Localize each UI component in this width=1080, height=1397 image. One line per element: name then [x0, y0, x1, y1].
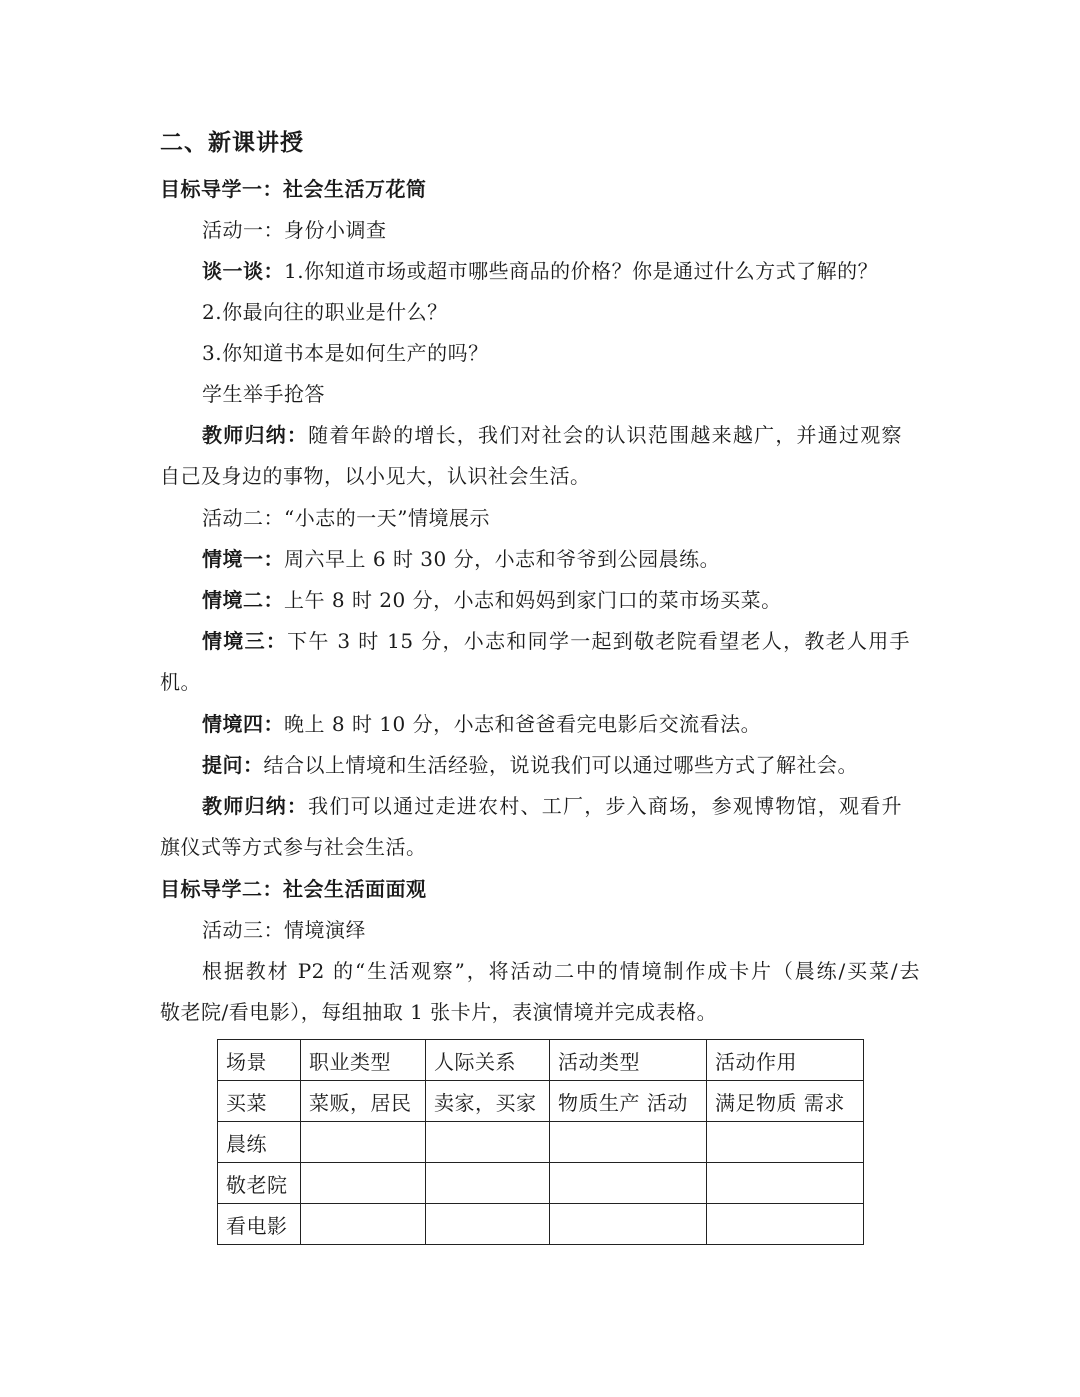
instruction-line2: 敬老院/看电影），每组抽取 1 张卡片，表演情境并完成表格。 [160, 1000, 718, 1024]
table-cell [550, 1122, 707, 1163]
summary-one-text: 随着年龄的增长，我们对社会的认识范围越来越广，并通过观察 [308, 423, 902, 447]
scenario-three [202, 628, 910, 654]
table-cell [301, 1163, 426, 1204]
scenario-label: 情境一： [202, 547, 284, 571]
talk-label: 谈一谈： [202, 259, 284, 283]
table-row [218, 1081, 864, 1122]
scenario-two [202, 587, 782, 613]
scenario-label: 情境二： [202, 588, 284, 612]
scenario-three-cont: 机。 [160, 670, 201, 694]
talk-paragraph [202, 258, 878, 284]
summary-two-line1 [202, 793, 902, 819]
table-row [218, 1163, 864, 1204]
table-cell [550, 1204, 707, 1245]
table-cell [426, 1122, 550, 1163]
table-cell [550, 1163, 707, 1204]
scenario-one [202, 546, 720, 572]
table-cell: 物质生产 活动 [550, 1081, 707, 1122]
table-cell: 卖家，买家 [426, 1081, 550, 1122]
summary-two-text: 我们可以通过走进农村、工厂，步入商场，参观博物馆，观看升 [308, 794, 902, 818]
section-title: 二、新课讲授 [160, 129, 304, 156]
table-row [218, 1204, 864, 1245]
table-cell [707, 1163, 864, 1204]
summary-two-line2: 旗仪式等方式参与社会生活。 [160, 835, 427, 859]
scenario-label: 情境四： [202, 712, 284, 736]
question-paragraph [202, 752, 858, 778]
goal-two-heading: 目标导学二：社会生活面面观 [160, 877, 427, 901]
scenario-text: 下午 3 时 15 分，小志和同学一起到敬老院看望老人，教老人用手 [287, 629, 910, 653]
table-cell: 买菜 [218, 1081, 301, 1122]
summary-one-line2: 自己及身边的事物，以小见大，认识社会生活。 [160, 464, 591, 488]
table-cell: 菜贩，居民 [301, 1081, 426, 1122]
summary-one-line1 [202, 422, 902, 448]
table-cell [707, 1204, 864, 1245]
table-header-cell: 活动类型 [550, 1040, 707, 1081]
activity-three: 活动三：情境演绎 [202, 918, 366, 942]
summary-two-label: 教师归纳： [202, 794, 309, 818]
question-text: 结合以上情境和生活经验，说说我们可以通过哪些方式了解社会。 [263, 753, 858, 777]
table-cell [301, 1122, 426, 1163]
activity-table [217, 1039, 864, 1245]
activity-one: 活动一：身份小调查 [202, 218, 387, 242]
scenario-text: 周六早上 6 时 30 分，小志和爷爷到公园晨练。 [284, 547, 721, 571]
table-header-cell: 人际关系 [426, 1040, 550, 1081]
table-cell [426, 1204, 550, 1245]
question-label: 提问： [202, 753, 264, 777]
table-row [218, 1122, 864, 1163]
talk-question-1: 1.你知道市场或超市哪些商品的价格？你是通过什么方式了解的？ [284, 259, 879, 283]
table-cell [707, 1122, 864, 1163]
student-answer: 学生举手抢答 [202, 382, 325, 406]
table-header-cell: 活动作用 [707, 1040, 864, 1081]
talk-question-3: 3.你知道书本是如何生产的吗？ [202, 341, 489, 365]
table-cell: 敬老院 [218, 1163, 301, 1204]
table-cell: 满足物质 需求 [707, 1081, 864, 1122]
scenario-text: 晚上 8 时 10 分，小志和爸爸看完电影后交流看法。 [284, 712, 762, 736]
table-cell: 晨练 [218, 1122, 301, 1163]
table-header-cell: 场景 [218, 1040, 301, 1081]
talk-question-2: 2.你最向往的职业是什么？ [202, 300, 448, 324]
table-header-cell: 职业类型 [301, 1040, 426, 1081]
scenario-text: 上午 8 时 20 分，小志和妈妈到家门口的菜市场买菜。 [284, 588, 782, 612]
instruction-line1: 根据教材 P2 的“生活观察”，将活动二中的情境制作成卡片（晨练/买菜/去 [202, 959, 920, 983]
goal-one-heading: 目标导学一：社会生活万花筒 [160, 177, 427, 201]
table-cell: 看电影 [218, 1204, 301, 1245]
scenario-label: 情境三： [202, 629, 288, 653]
activity-two: 活动二：“小志的一天”情境展示 [202, 506, 490, 530]
table-header-row [218, 1040, 864, 1081]
table-cell [426, 1163, 550, 1204]
summary-one-label: 教师归纳： [202, 423, 309, 447]
table-cell [301, 1204, 426, 1245]
scenario-four [202, 711, 761, 737]
